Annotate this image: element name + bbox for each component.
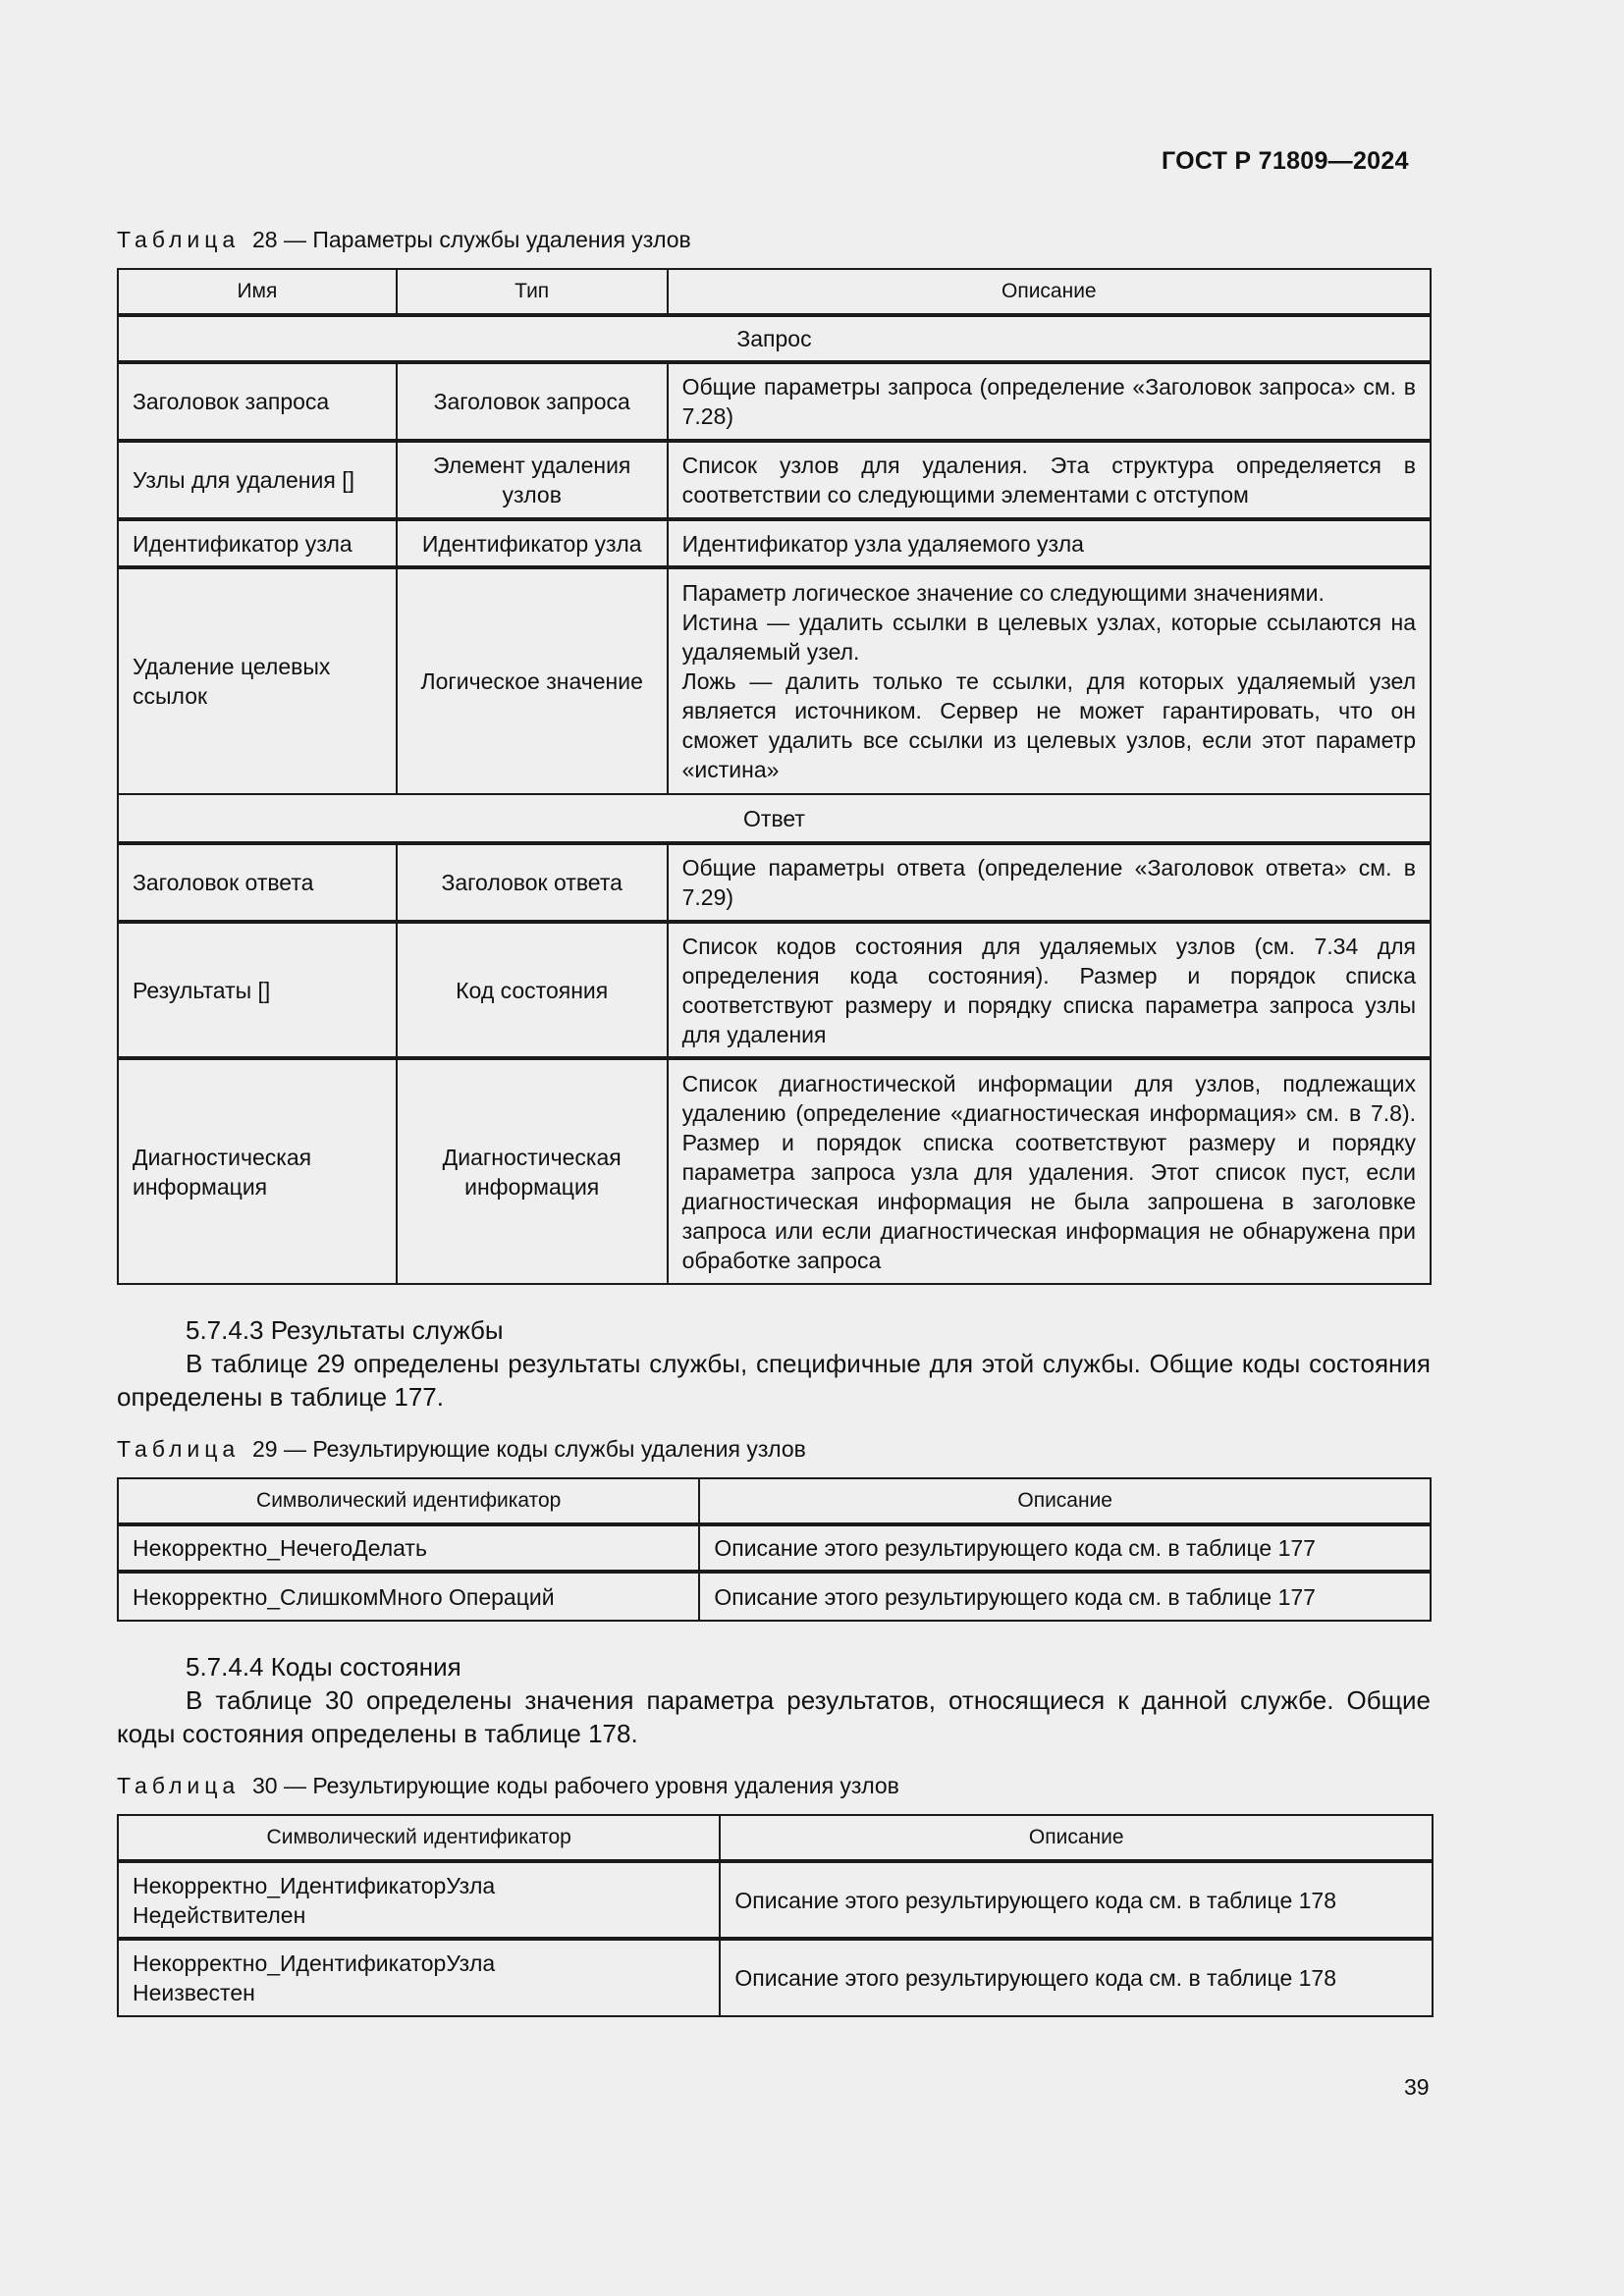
section-row-request [118,315,1431,362]
table-caption-text: 29 — Результирующие коды службы удаления узлов [251,1436,806,1462]
column-header-identifier: Символический идентификатор [118,1478,699,1524]
cell-type: Заголовок запроса [397,362,668,441]
table-row [118,519,1431,567]
cell-description: Описание этого результирующего кода см. в таблице 177 [699,1524,1431,1572]
description-line: Истина — удалить ссылки в целевых узлах, которые ссылаются на удаляемый узел. [681,610,1416,665]
cell-description [668,567,1431,794]
cell-description: Описание этого результирующего кода см. в таблице 178 [720,1939,1433,2016]
cell-name: Заголовок ответа [118,843,397,922]
page-number: 39 [1404,2074,1430,2100]
table-caption-word: Таблица [117,1436,241,1462]
cell-type: Заголовок ответа [397,843,668,922]
table-caption-word: Таблица [117,227,241,252]
table-row [118,1939,1433,2016]
section-paragraph: В таблице 29 определены результаты службы, специфичные для этой службы. Общие коды состояния определены в таблице 177. [117,1349,1431,1412]
section-5744 [117,1650,1431,1750]
section-label-request: Запрос [118,315,1431,362]
cell-description: Общие параметры ответа (определение «Заголовок ответа» см. в 7.29) [668,843,1431,922]
cell-identifier [118,1939,720,2016]
table-row [118,922,1431,1058]
table-row [118,567,1431,794]
identifier-line: Некорректно_ИдентификаторУзла [133,1872,496,1898]
cell-type: Элемент удаления узлов [397,441,668,519]
cell-description: Идентификатор узла удаляемого узла [668,519,1431,567]
table-28-caption [117,227,691,253]
cell-identifier [118,1861,720,1939]
section-heading: 5.7.4.3 Результаты службы [186,1315,504,1345]
cell-description: Список кодов состояния для удаляемых узлов (см. 7.34 для определения кода состояния). Размер и порядок списка соответствуют размеру и порядку списка параметра запроса узлы для удаления [668,922,1431,1058]
table-caption-text: 30 — Результирующие коды рабочего уровня удаления узлов [251,1773,899,1798]
table-29-caption [117,1436,806,1463]
cell-identifier: Некорректно_НечегоДелать [118,1524,699,1572]
cell-identifier: Некорректно_СлишкомМного Операций [118,1572,699,1621]
cell-type: Идентификатор узла [397,519,668,567]
table-29 [117,1477,1432,1622]
cell-description: Описание этого результирующего кода см. в таблице 178 [720,1861,1433,1939]
section-heading: 5.7.4.4 Коды состояния [186,1652,461,1682]
description-line: Параметр логическое значение со следующими значениями. [681,580,1325,606]
identifier-line: Некорректно_ИдентификаторУзла [133,1950,496,1976]
section-label-response: Ответ [118,794,1431,843]
table-28 [117,268,1432,1285]
cell-type: Диагностическая информация [397,1058,668,1284]
table-caption-word: Таблица [117,1773,241,1798]
column-header-type: Тип [397,269,668,315]
cell-type: Логическое значение [397,567,668,794]
description-line: Ложь — далить только те ссылки, для которых удаляемый узел является источником. Сервер не может гарантировать, что он сможет удалить все ссылки из целевых узлов, если этот параметр «истина» [681,668,1416,782]
cell-name: Диагностическая информация [118,1058,397,1284]
section-paragraph: В таблице 30 определены значения параметра результатов, относящиеся к данной службе. Общие коды состояния определены в таблице 178. [117,1685,1431,1748]
cell-description: Список диагностической информации для узлов, подлежащих удалению (определение «диагностическая информация» см. в 7.8). Размер и порядок списка соответствуют размеру и порядку параметра запроса узла для удаления. Этот список пуст, если диагностическая информация не была запрошена в заголовке запроса или если диагностическая информация не обнаружена при обработке запроса [668,1058,1431,1284]
table-row [118,362,1431,441]
table-row [118,441,1431,519]
table-row [118,1524,1431,1572]
table-row [118,1572,1431,1621]
table-row [118,1861,1433,1939]
table-header-row [118,1815,1433,1861]
table-30-caption [117,1773,899,1799]
cell-name: Идентификатор узла [118,519,397,567]
cell-name: Результаты [] [118,922,397,1058]
table-row [118,843,1431,922]
column-header-description: Описание [668,269,1431,315]
column-header-name: Имя [118,269,397,315]
identifier-line: Неизвестен [133,1980,255,2005]
column-header-description: Описание [720,1815,1433,1861]
cell-name: Удаление целевых ссылок [118,567,397,794]
table-row [118,1058,1431,1284]
cell-description: Общие параметры запроса (определение «Заголовок запроса» см. в 7.28) [668,362,1431,441]
column-header-identifier: Символический идентификатор [118,1815,720,1861]
cell-name: Заголовок запроса [118,362,397,441]
table-header-row [118,269,1431,315]
section-row-response [118,794,1431,843]
cell-name: Узлы для удаления [] [118,441,397,519]
cell-type: Код состояния [397,922,668,1058]
section-5743 [117,1313,1431,1414]
cell-description: Описание этого результирующего кода см. в таблице 177 [699,1572,1431,1621]
identifier-line: Недействителен [133,1901,306,1928]
document-code: ГОСТ Р 71809—2024 [1162,147,1409,175]
column-header-description: Описание [699,1478,1431,1524]
cell-description: Список узлов для удаления. Эта структура определяется в соответствии со следующими элементами с отступом [668,441,1431,519]
table-header-row [118,1478,1431,1524]
table-30 [117,1814,1434,2017]
table-caption-text: 28 — Параметры службы удаления узлов [251,227,691,252]
